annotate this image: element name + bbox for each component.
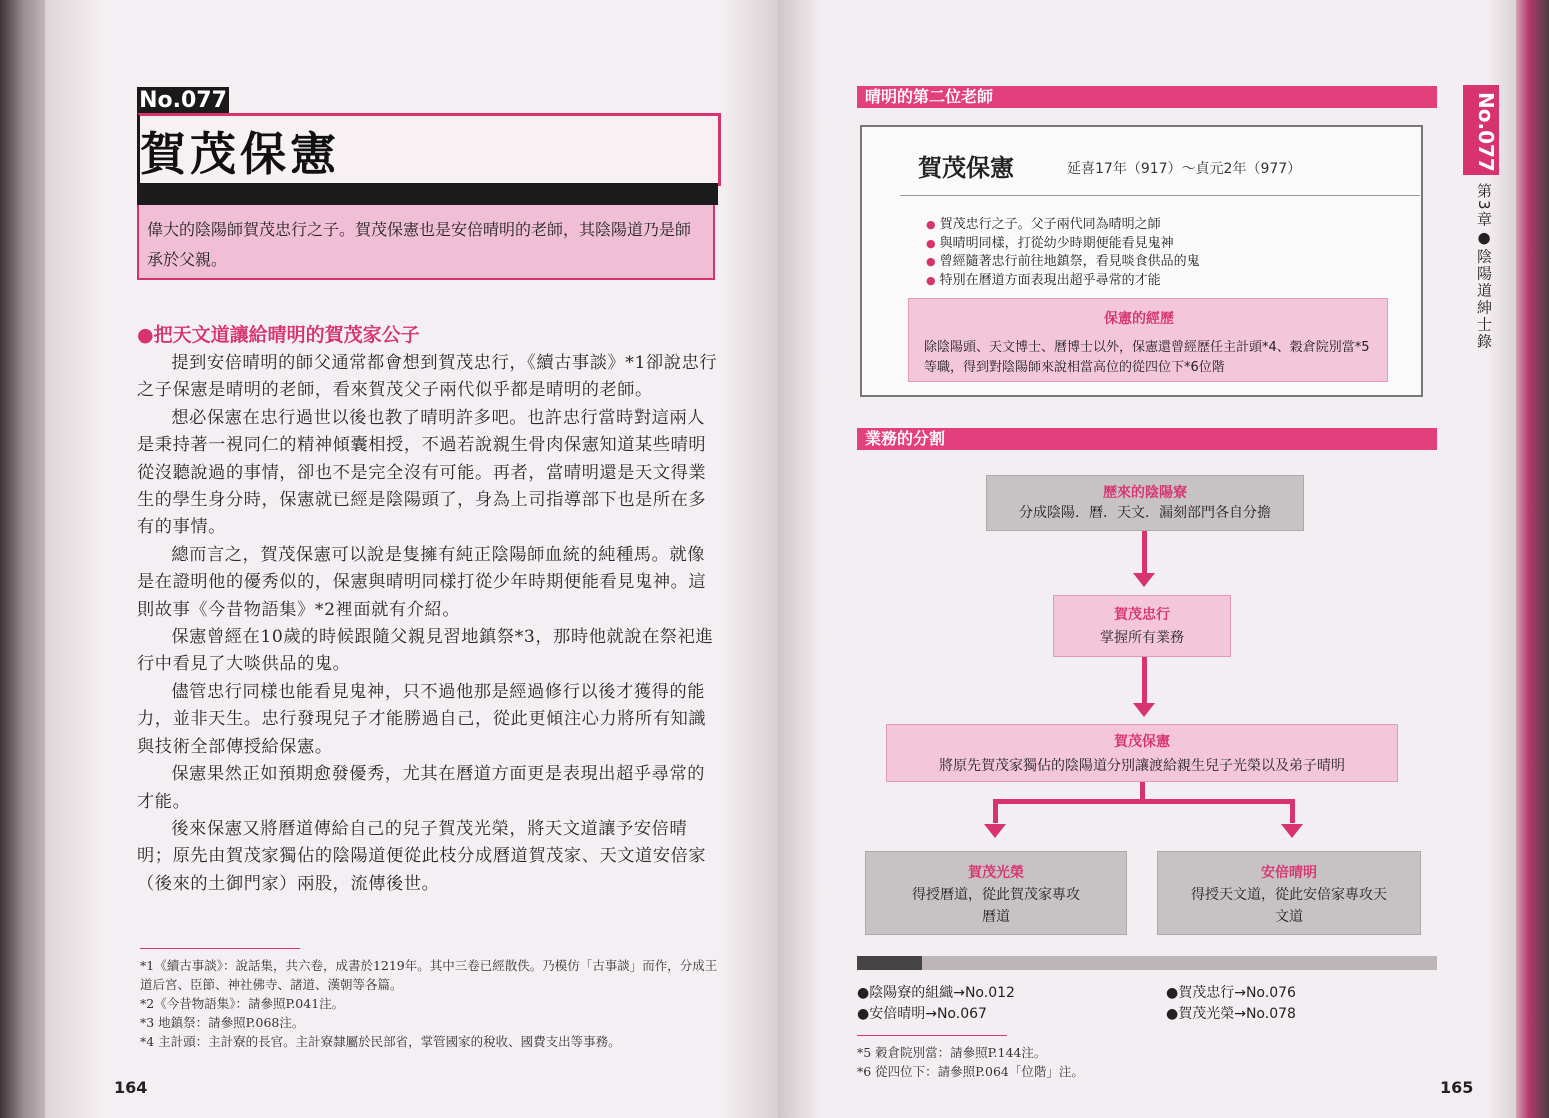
flow-box-title: 賀茂保憲 bbox=[1114, 734, 1170, 750]
list-item: ● 曾經隨著忠行前往地鎮祭，看見啖食供品的鬼 bbox=[926, 253, 1200, 272]
flow-box-text: 分成陰陽．曆．天文．漏刻部門各自分擔 bbox=[1019, 505, 1271, 521]
section-band-teacher: 晴明的第二位老師 bbox=[857, 86, 1437, 108]
career-title: 保憲的經歷 bbox=[1104, 311, 1174, 327]
side-number: No.077 bbox=[1474, 92, 1498, 172]
article-body bbox=[137, 350, 719, 898]
page-number-right: 165 bbox=[1440, 1078, 1474, 1097]
profile-bullets bbox=[926, 216, 1200, 290]
paragraph: 保憲曾經在10歲的時候跟隨父親見習地鎮祭*3，那時他就說在祭祀進行中看見了大啖供品的鬼。 bbox=[137, 627, 714, 675]
career-text: 除陰陽頭、天文博士、曆博士以外，保憲還曾經歷任主計頭*4、穀倉院別當*5等職，得到對陰陽師來說相當高位的從四位下*6位階 bbox=[924, 340, 1370, 375]
flow-arrow-head-icon bbox=[984, 824, 1006, 838]
paragraph: 想必保憲在忠行過世以後也教了晴明許多吧。也許忠行當時對這兩人是秉持著一視同仁的精神傾囊相授，不過若說親生骨肉保憲知道某些晴明從沒聽說過的事情，卻也不是完全沒有可能。再者，當晴明還是天文得業生的學生身分時，保憲就已經是陰陽頭了，身為上司指導部下也是所在多有的事情。 bbox=[137, 407, 707, 538]
flow-branch-line bbox=[993, 799, 1295, 804]
flow-box-text: 得授天文道，從此安倍家專攻天文道 bbox=[1191, 887, 1387, 925]
flow-box-title: 安倍晴明 bbox=[1261, 865, 1317, 881]
related-items-left bbox=[857, 983, 1015, 1025]
flow-arrow-line bbox=[1290, 799, 1295, 823]
footnote: *2《今昔物語集》：請參照P.041注。 bbox=[140, 996, 345, 1011]
flow-box-title: 賀茂忠行 bbox=[1114, 607, 1170, 623]
page-number-left: 164 bbox=[114, 1078, 148, 1097]
profile-dates: 延喜17年（917）～貞元2年（977） bbox=[1067, 161, 1302, 177]
flow-box-title: 賀茂光榮 bbox=[968, 865, 1024, 881]
footnote-rule bbox=[140, 948, 300, 949]
footnote-rule bbox=[857, 1035, 1007, 1036]
related-items-label bbox=[857, 956, 922, 970]
related-items-right bbox=[1166, 983, 1296, 1025]
flow-arrow-head-icon bbox=[1281, 824, 1303, 838]
footnote: *1《續古事談》：說話集，共六卷，成書於1219年。其中三卷已經散佚。乃模仿「古事談」而作，分成王道后宮、臣節、神社佛寺、諸道、漢朝等各篇。 bbox=[140, 958, 718, 992]
page-title: 賀茂保憲 bbox=[140, 127, 340, 181]
footnotes-right bbox=[857, 1043, 1084, 1081]
title-bar bbox=[137, 183, 718, 205]
section-band-division: 業務的分割 bbox=[857, 428, 1437, 450]
related-link[interactable]: ●安倍晴明→No.067 bbox=[857, 1006, 987, 1022]
paragraph: 儘管忠行同樣也能看見鬼神，只不過他那是經過修行以後才獲得的能力，並非天生。忠行發現兒子才能勝過自己，從此更傾注心力將所有知識與技術全部傳授給保憲。 bbox=[137, 681, 707, 757]
flow-arrow-line bbox=[1142, 531, 1147, 575]
list-item: ● 與晴明同樣，打從幼少時期便能看見鬼神 bbox=[926, 235, 1200, 254]
paragraph: 保憲果然正如預期愈發優秀，尤其在曆道方面更是表現出超乎尋常的才能。 bbox=[137, 764, 706, 812]
footnote: *4 主計頭：主計寮的長官。主計寮隸屬於民部省，掌管國家的稅收、國費支出等事務。 bbox=[140, 1034, 621, 1049]
footnote: *6 從四位下：請參照P.064「位階」注。 bbox=[857, 1064, 1084, 1079]
flow-box-mitsuyoshi bbox=[865, 851, 1127, 935]
related-items-band bbox=[857, 956, 1437, 970]
related-link[interactable]: ●賀茂光榮→No.078 bbox=[1166, 1006, 1296, 1022]
flow-box-yasunori bbox=[886, 724, 1398, 782]
flow-box-onmyoryo bbox=[986, 475, 1304, 531]
paragraph: 提到安倍晴明的師父通常都會想到賀茂忠行，《續古事談》*1卻說忠行之子保憲是晴明的老師，看來賀茂父子兩代似乎都是晴明的老師。 bbox=[137, 353, 718, 401]
list-item: ● 特別在曆道方面表現出超乎尋常的才能 bbox=[926, 272, 1200, 291]
flow-arrow-head-icon bbox=[1133, 703, 1155, 717]
list-item: ● 賀茂忠行之子。父子兩代同為晴明之師 bbox=[926, 216, 1200, 235]
flow-box-title: 歷來的陰陽寮 bbox=[1103, 485, 1187, 501]
side-chapter-label: 第3章●陰陽道紳士錄 bbox=[1475, 183, 1493, 351]
summary-box: 偉大的陰陽師賀茂忠行之子。賀茂保憲也是安倍晴明的老師，其陰陽道乃是師承於父親。 bbox=[137, 205, 715, 280]
flow-box-text: 將原先賀茂家獨佔的陰陽道分別讓渡給親生兒子光榮以及弟子晴明 bbox=[939, 758, 1345, 774]
related-link[interactable]: ●賀茂忠行→No.076 bbox=[1166, 985, 1296, 1001]
footnote: *3 地鎮祭：請參照P.068注。 bbox=[140, 1015, 305, 1030]
paragraph: 總而言之，賀茂保憲可以說是隻擁有純正陰陽師血統的純種馬。就像是在證明他的優秀似的，保憲與晴明同樣打從少年時期便能看見鬼神。這則故事《今昔物語集》*2裡面就有介紹。 bbox=[137, 544, 707, 620]
flow-arrow-line bbox=[993, 799, 998, 823]
bullet-dot-icon: ● bbox=[137, 324, 154, 346]
paragraph: 後來保憲又將曆道傳給自己的兒子賀茂光榮，將天文道讓予安倍晴明；原先由賀茂家獨佔的陰陽道便從此枝分成曆道賀茂家、天文道安倍家（後來的土御門家）兩股，流傳後世。 bbox=[137, 818, 707, 894]
related-link[interactable]: ●陰陽寮的組織→No.012 bbox=[857, 985, 1015, 1001]
flow-box-text: 掌握所有業務 bbox=[1100, 630, 1184, 646]
section-heading bbox=[137, 320, 420, 347]
flow-box-tadayuki bbox=[1053, 595, 1231, 657]
flow-arrow-head-icon bbox=[1133, 573, 1155, 587]
footnote: *5 穀倉院別當：請參照P.144注。 bbox=[857, 1045, 1047, 1060]
profile-name: 賀茂保憲 bbox=[918, 154, 1014, 182]
profile-divider bbox=[900, 195, 1420, 196]
flow-box-text: 得授曆道，從此賀茂家專攻曆道 bbox=[912, 887, 1080, 925]
flow-arrow-line bbox=[1142, 657, 1147, 705]
section-heading-text: 把天文道讓給晴明的賀茂家公子 bbox=[153, 324, 420, 346]
footnotes-left bbox=[140, 956, 722, 1051]
flow-box-seimei bbox=[1157, 851, 1421, 935]
entry-number-tab: No.077 bbox=[137, 87, 229, 115]
